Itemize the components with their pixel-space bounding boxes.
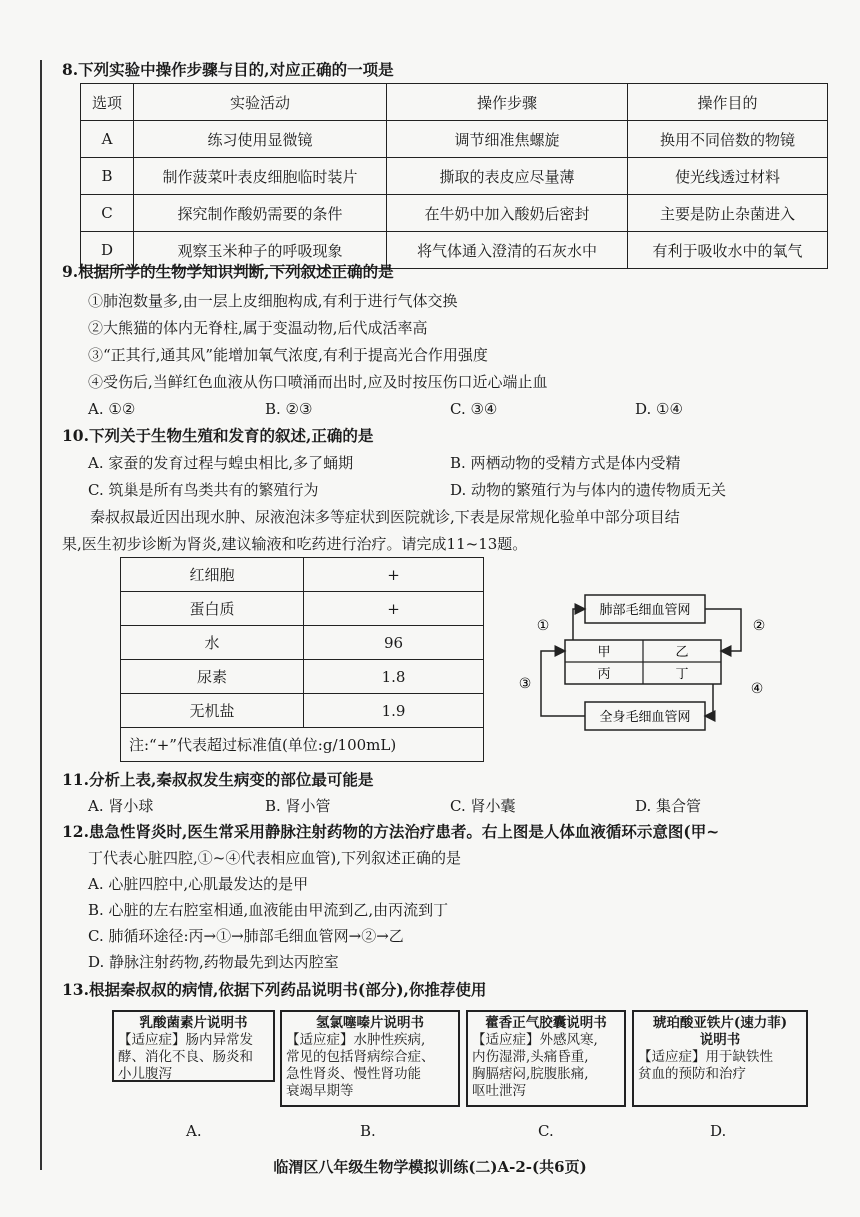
table-cell: 无机盐	[121, 694, 304, 728]
q10-option-d[interactable]: D. 动物的繁殖行为与体内的遗传物质无关	[450, 481, 727, 499]
drug-d-line: 【适应症】用于缺铁性	[638, 1049, 773, 1065]
drug-a-title: 乳酸菌素片说明书	[139, 1015, 248, 1031]
table-cell: 练习使用显微镜	[134, 121, 387, 158]
drug-a-line: 【适应症】肠内异常发	[118, 1032, 253, 1048]
table-cell: 观察玉米种子的呼吸现象	[134, 232, 387, 269]
q12-option-a[interactable]: A. 心脏四腔中,心肌最发达的是甲	[88, 875, 309, 893]
drug-c-line: 【适应症】外感风寒,	[472, 1032, 598, 1048]
q9-statement-3: ③“正其行,通其风”能增加氧气浓度,有利于提高光合作用强度	[88, 346, 488, 364]
table-cell: 探究制作酸奶需要的条件	[134, 195, 387, 232]
table-row	[81, 121, 828, 158]
q11-option-c[interactable]: C. 肾小囊	[450, 797, 516, 815]
table-row	[121, 694, 484, 728]
drug-card-c	[466, 1010, 626, 1107]
chamber-ding: 丁	[675, 667, 689, 682]
chamber-bing: 丙	[597, 667, 611, 682]
lung-capillary-label: 肺部毛细血管网	[599, 603, 691, 618]
chamber-yi: 乙	[675, 645, 689, 660]
page-footer: 临渭区八年级生物学模拟训练(二)A-2-(共6页)	[273, 1158, 587, 1176]
q11-option-a[interactable]: A. 肾小球	[88, 797, 154, 815]
table-cell: 将气体通入澄清的石灰水中	[387, 232, 628, 269]
header-activity: 实验活动	[134, 84, 387, 121]
table-cell: 红细胞	[121, 558, 304, 592]
drug-card-d	[632, 1010, 808, 1107]
table-cell: 主要是防止杂菌进入	[628, 195, 828, 232]
drug-b-line: 常见的包括肾病综合症、	[286, 1049, 435, 1065]
table-cell: D	[81, 232, 134, 269]
table-cell: 调节细准焦螺旋	[387, 121, 628, 158]
table-cell: 尿素	[121, 660, 304, 694]
drug-d-title-2: 说明书	[699, 1032, 741, 1048]
q9-option-d[interactable]: D. ①④	[635, 400, 683, 418]
q13-option-a[interactable]: A.	[186, 1122, 202, 1140]
q10-option-a[interactable]: A. 家蚕的发育过程与蝗虫相比,多了蛹期	[88, 454, 354, 472]
binding-line	[40, 60, 42, 1170]
table-row	[81, 195, 828, 232]
drug-b-title: 氢氯噻嗪片说明书	[316, 1015, 424, 1031]
drug-c-line: 胸膈痞闷,脘腹胀痛,	[472, 1066, 589, 1082]
q13-option-b[interactable]: B.	[360, 1122, 376, 1140]
q13-option-c[interactable]: C.	[538, 1122, 554, 1140]
vessel-4-label: ④	[750, 681, 764, 697]
urine-test-table	[120, 557, 484, 762]
question-10-stem: 10.下列关于生物生殖和发育的叙述,正确的是	[62, 426, 374, 445]
table-cell: 水	[121, 626, 304, 660]
table-cell: 蛋白质	[121, 592, 304, 626]
q9-statement-2: ②大熊猫的体内无脊柱,属于变温动物,后代成活率高	[88, 319, 428, 337]
drug-c-title: 藿香正气胶囊说明书	[485, 1015, 607, 1031]
table-header-row	[81, 84, 828, 121]
q12-option-d[interactable]: D. 静脉注射药物,药物最先到达丙腔室	[88, 953, 339, 971]
experiment-table	[80, 83, 828, 269]
vessel-2-label: ②	[752, 618, 766, 634]
table-cell: B	[81, 158, 134, 195]
drug-card-a	[112, 1010, 275, 1082]
drug-a-line: 酵、消化不良、肠炎和	[118, 1049, 253, 1065]
q9-statement-4: ④受伤后,当鲜红色血液从伤口喷涌而出时,应及时按压伤口近心端止血	[88, 373, 548, 391]
circulation-diagram	[513, 585, 783, 740]
table-cell: 撕取的表皮应尽量薄	[387, 158, 628, 195]
table-row	[81, 158, 828, 195]
table-cell: 1.9	[304, 694, 484, 728]
table-cell: +	[304, 592, 484, 626]
table-cell: A	[81, 121, 134, 158]
vessel-1-label: ①	[536, 618, 550, 634]
drug-c-line: 内伤湿滞,头痛昏重,	[472, 1049, 589, 1065]
table-row	[121, 558, 484, 592]
table-cell: 1.8	[304, 660, 484, 694]
table-cell: 在牛奶中加入酸奶后密封	[387, 195, 628, 232]
q9-option-c[interactable]: C. ③④	[450, 400, 498, 418]
table-cell: 换用不同倍数的物镜	[628, 121, 828, 158]
question-12-stem-line-2: 丁代表心脏四腔,①~④代表相应血管),下列叙述正确的是	[88, 849, 461, 867]
drug-b-line: 急性肾炎、慢性肾功能	[286, 1066, 421, 1082]
table-cell: 使光线透过材料	[628, 158, 828, 195]
q11-option-b[interactable]: B. 肾小管	[265, 797, 331, 815]
drug-d-line: 贫血的预防和治疗	[638, 1066, 746, 1082]
q10-option-b[interactable]: B. 两栖动物的受精方式是体内受精	[450, 454, 681, 472]
question-13-stem: 13.根据秦叔叔的病情,依据下列药品说明书(部分),你推荐使用	[62, 980, 487, 999]
header-option: 选项	[81, 84, 134, 121]
q9-option-a[interactable]: A. ①②	[88, 400, 136, 418]
question-8-stem: 8.下列实验中操作步骤与目的,对应正确的一项是	[62, 60, 394, 79]
drug-card-b	[280, 1010, 460, 1107]
drug-a-line: 小儿腹泻	[118, 1066, 172, 1082]
table-cell: 有利于吸收水中的氧气	[628, 232, 828, 269]
q9-statement-1: ①肺泡数量多,由一层上皮细胞构成,有利于进行气体交换	[88, 292, 458, 310]
header-purpose: 操作目的	[628, 84, 828, 121]
passage-line-2: 果,医生初步诊断为肾炎,建议输液和吃药进行治疗。请完成11~13题。	[62, 535, 528, 553]
table-cell: 制作菠菜叶表皮细胞临时装片	[134, 158, 387, 195]
table-cell: +	[304, 558, 484, 592]
q13-option-d[interactable]: D.	[710, 1122, 727, 1140]
table-row	[121, 592, 484, 626]
passage-line-1: 秦叔叔最近因出现水肿、尿液泡沫多等症状到医院就诊,下表是尿常规化验单中部分项目结	[90, 508, 680, 526]
table-cell: 96	[304, 626, 484, 660]
question-9-stem: 9.根据所学的生物学知识判断,下列叙述正确的是	[62, 262, 394, 281]
q11-option-d[interactable]: D. 集合管	[635, 797, 702, 815]
table-note: 注:“+”代表超过标准值(单位:g/100mL)	[121, 728, 484, 762]
q12-option-c[interactable]: C. 肺循环途径:丙→①→肺部毛细血管网→②→乙	[88, 927, 404, 945]
body-capillary-label: 全身毛细血管网	[599, 710, 691, 725]
drug-b-line: 衰竭早期等	[286, 1083, 354, 1099]
vessel-3-label: ③	[518, 676, 532, 692]
table-row	[121, 660, 484, 694]
q12-option-b[interactable]: B. 心脏的左右腔室相通,血液能由甲流到乙,由丙流到丁	[88, 901, 449, 919]
question-12-stem-line-1: 12.患急性肾炎时,医生常采用静脉注射药物的方法治疗患者。右上图是人体血液循环示意图(甲~	[62, 822, 720, 841]
header-step: 操作步骤	[387, 84, 628, 121]
q9-option-b[interactable]: B. ②③	[265, 400, 313, 418]
table-row	[121, 626, 484, 660]
table-row	[121, 728, 484, 762]
question-11-stem: 11.分析上表,秦叔叔发生病变的部位最可能是	[62, 770, 374, 789]
table-cell: C	[81, 195, 134, 232]
chamber-jia: 甲	[597, 645, 611, 660]
drug-d-title: 琥珀酸亚铁片(速力菲)	[652, 1015, 788, 1031]
drug-b-line: 【适应症】水肿性疾病,	[286, 1032, 426, 1048]
q10-option-c[interactable]: C. 筑巢是所有鸟类共有的繁殖行为	[88, 481, 319, 499]
drug-c-line: 呕吐泄泻	[472, 1083, 526, 1099]
